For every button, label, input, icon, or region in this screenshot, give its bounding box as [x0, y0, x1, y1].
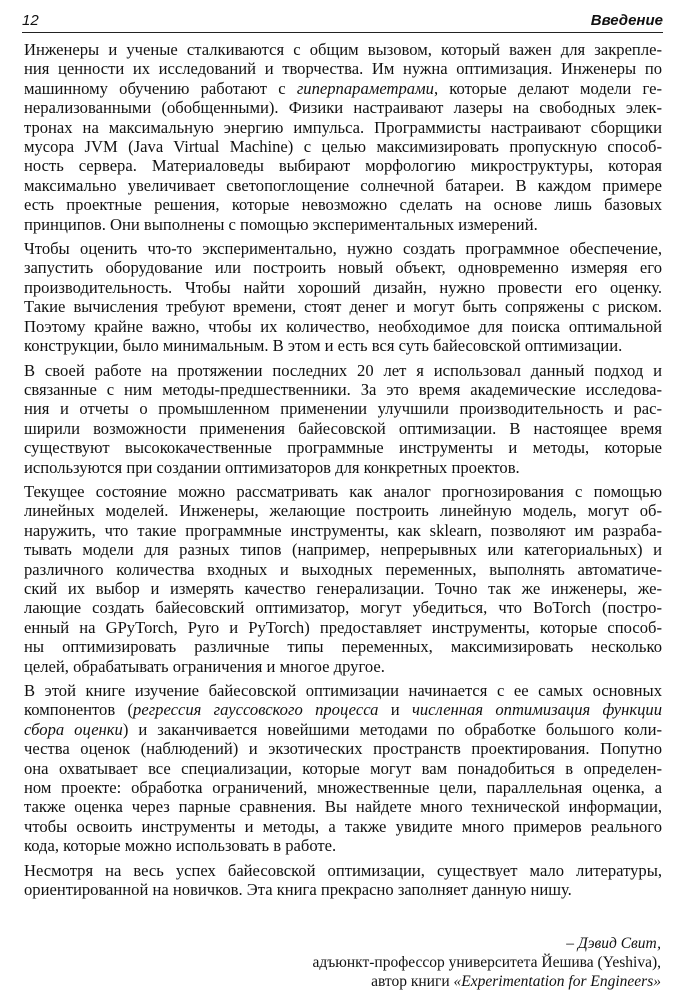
- text-line: производительность. Чтобы найти хороший дизайн, нужно провести его оценку.: [24, 277, 662, 297]
- text-line: линейных моделей. Инженеры, желающие построить линейную модель, могут об-: [24, 501, 662, 521]
- text-line: ориентированной на новичков. Эта книга прекрасно заполняет данную нишу.: [24, 880, 572, 900]
- text-line: ский их выбор и измерять качество генерализации. Точно так же инженеры, же-: [24, 578, 662, 598]
- text-line: машинному обучению работают с гиперпараметрами, которые делают модели ге-: [24, 78, 662, 98]
- paragraph-2: [24, 239, 662, 355]
- text-line: ния ценности их исследований и творчества. Им нужна оптимизация. Инженеры по: [24, 59, 662, 79]
- text-line: также оценка через парные сравнения. Вы найдете много технической информации,: [24, 797, 662, 817]
- text-line: есть проектные решения, которые невозможно сделать на основе лишь базовых: [24, 195, 662, 215]
- text-line: В своей работе на протяжении последних 20 лет я использовал данный подход и: [24, 360, 662, 380]
- text-line: нерализованными (обобщенными). Физики настраивают лазеры на свободных элек-: [24, 98, 662, 118]
- paragraph-5: [24, 681, 662, 856]
- text-line: ширили возможности применения байесовской оптимизации. В настоящее время: [24, 418, 662, 438]
- text-line: используются при создании оптимизаторов для конкретных проектов.: [24, 457, 520, 477]
- text-line: Несмотря на весь успех байесовской оптимизации, существует мало литературы,: [24, 860, 662, 880]
- signature-book: автор книги «Experimentation for Engineers»: [371, 973, 661, 990]
- header-rule: [22, 32, 663, 33]
- paragraph-3: [24, 361, 662, 477]
- text-line: конструкции, было минимальным. В этом и есть вся суть байесовской оптимизации.: [24, 336, 623, 356]
- text-line: сбора оценки) и заканчивается новейшими методами по обработке большого коли-: [24, 719, 662, 739]
- text-line: ном проекте: обработка ограничений, множественные цели, параллельная оценка, а: [24, 778, 662, 798]
- text-line: тывать модели для разных типов (например, непрерывных или категориальных) и: [24, 540, 662, 560]
- signature-author: – Дэвид Свит,: [566, 935, 661, 952]
- text-line: Такие вычисления требуют времени, стоят денег и могут быть сопряжены с риском.: [24, 297, 662, 317]
- text-line: ния и отчеты о промышленном применении улучшили производительность и рас-: [24, 399, 662, 419]
- text-line: компонентов (регрессия гауссовского процесса и численная оптимизация функции: [24, 700, 663, 720]
- italic-term: регрессия гауссовского процесса: [133, 700, 379, 720]
- text-line: енный на GPyTorch, Pyro и PyTorch) предоставляет инструменты, которые способ-: [24, 617, 662, 637]
- text-line: существуют высококачественные программные инструменты и методы, которые: [24, 438, 662, 458]
- paragraph-1: [24, 40, 662, 234]
- text-line: лающие создать байесовский оптимизатор, могут убедиться, что BoTorch (постро-: [24, 598, 662, 618]
- paragraph-6: [24, 861, 662, 900]
- text-line: она охватывает все специализации, которые могут вам понадобиться в определен-: [24, 758, 662, 778]
- italic-term: численная оптимизация функции: [411, 700, 663, 720]
- text-line: тронах на максимальную энергию импульса. Программисты настраивают сборщики: [24, 117, 662, 137]
- signature-position: адъюнкт-профессор университета Йешива (Yeshiva),: [312, 954, 661, 971]
- text-line: Чтобы оценить что-то экспериментально, нужно создать программное обеспечение,: [24, 239, 662, 259]
- text-line: ность сервера. Материаловеды выбирают морфологию микроструктуры, которая: [24, 156, 662, 176]
- text-line: мусора JVM (Java Virtual Machine) с целью максимизировать пропускную способ-: [24, 137, 662, 157]
- text-line: Инженеры и ученые сталкиваются с общим вызовом, который важен для закрепле-: [24, 40, 662, 59]
- text-line: В этой книге изучение байесовской оптимизации начинается с ее самых основных: [24, 681, 662, 700]
- text-line: чтобы освоить инструменты и методы, а также увидите много примеров реального: [24, 816, 662, 836]
- text-line: ны оптимизировать различные типы переменных, максимизировать несколько: [24, 637, 662, 657]
- text-line: запустить оборудование или построить новый объект, одновременно измеряя его: [24, 258, 662, 278]
- running-header: [22, 8, 663, 34]
- paragraph-4: [24, 482, 662, 676]
- italic-term: сбора оценки: [24, 719, 123, 739]
- text-line: максимально увеличивает светопоглощение солнечной батареи. В каждом примере: [24, 175, 662, 195]
- page-number: 12: [22, 12, 39, 29]
- text-line: различного количества входных и выходных переменных, выполнять автоматиче-: [24, 559, 662, 579]
- italic-term: гиперпараметрами: [296, 78, 434, 98]
- text-line: целей, обрабатывать ограничения и многое другое.: [24, 656, 385, 676]
- text-line: наружить, что такие программные инструменты, как sklearn, позволяют им разраба-: [24, 520, 662, 540]
- text-line: кода, которые можно использовать в работе.: [24, 836, 337, 856]
- text-line: связанные с ним методы-предшественники. За это время академические исследова-: [24, 379, 662, 399]
- section-title: Введение: [590, 12, 663, 29]
- text-line: Поэтому крайне важно, чтобы их количество, необходимое для поиска оптимальной: [24, 316, 662, 336]
- foreword-body: [24, 40, 662, 904]
- text-line: чества оценок (наблюдений) и экзотических пространств проектирования. Попутно: [24, 739, 662, 759]
- text-line: принципов. Они выполнены с помощью экспериментальных измерений.: [24, 214, 538, 234]
- signature-block: [312, 934, 661, 991]
- text-line: Текущее состояние можно рассматривать как аналог прогнозирования с помощью: [24, 481, 662, 501]
